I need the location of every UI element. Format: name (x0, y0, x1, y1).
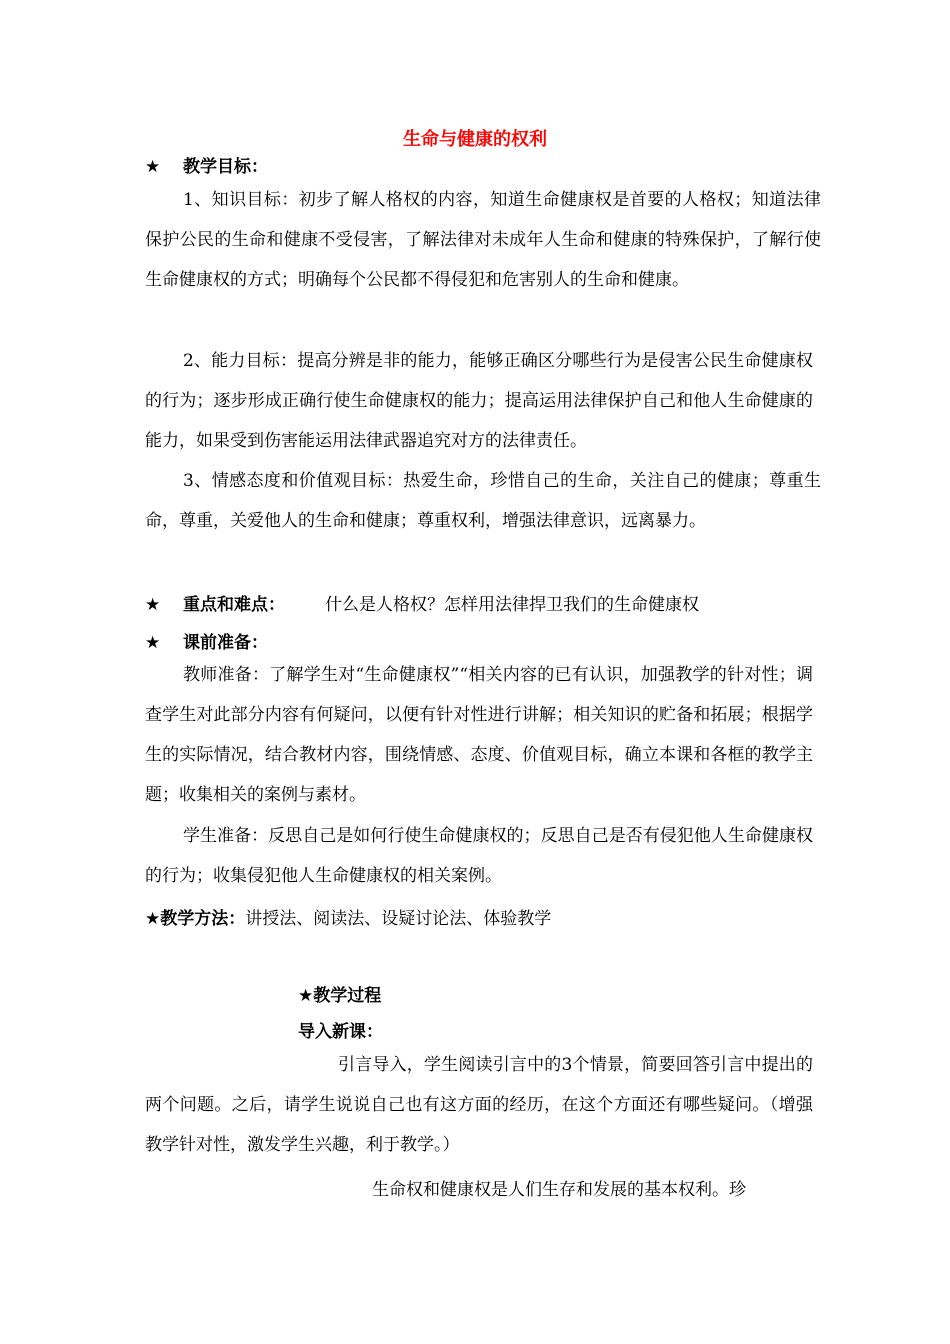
key-points-text: 什么是人格权？怎样用法律捍卫我们的生命健康权 (325, 595, 699, 615)
objectives-heading-label: 教学目标： (183, 157, 268, 177)
teacher-preparation-paragraph: 教师准备：了解学生对“生命健康权”“相关内容的已有认识，加强教学的针对性；调查学生对此部分内容有何疑问，以便有针对性进行讲解；相关知识的贮备和拓展；根据学生的实际情况，结合教材内容，围绕情感、态度、价值观目标，确立本课和各框的教学主题；收集相关的案例与素材。 (145, 665, 813, 805)
preparation-heading-label: 课前准备： (183, 633, 268, 653)
star-icon: ★ (145, 157, 161, 177)
student-preparation-paragraph: 学生准备：反思自己是如何行使生命健康权的；反思自己是否有侵犯他人生命健康权的行为；收集侵犯他人生命健康权的相关案例。 (145, 826, 813, 886)
attitude-objective-paragraph: 3、情感态度和价值观目标：热爱生命，珍惜自己的生命，关注自己的健康；尊重生命，尊重，关爱他人的生命和健康；尊重权利，增强法律意识，远离暴力。 (145, 471, 821, 531)
knowledge-objective-paragraph: 1、知识目标：初步了解人格权的内容，知道生命健康权是首要的人格权；知道法律保护公民的生命和健康不受侵害，了解法律对未成年人生命和健康的特殊保护，了解行使生命健康权的方式；明确每个公民都不得侵犯和危害别人的生命和健康。 (145, 190, 821, 290)
document-title: 生命与健康的权利 (403, 129, 547, 150)
methods-text: 讲授法、阅读法、设疑讨论法、体验教学 (245, 909, 552, 929)
process-heading: ★教学过程 (298, 986, 382, 1006)
key-points-label: 重点和难点： (183, 595, 285, 615)
key-points-line (145, 590, 699, 615)
star-icon: ★ (145, 595, 161, 615)
closing-line: 生命权和健康权是人们生存和发展的基本权利。珍 (372, 1180, 746, 1200)
star-icon: ★ (145, 633, 161, 653)
ability-objective-paragraph: 2、能力目标：提高分辨是非的能力，能够正确区分哪些行为是侵害公民生命健康权的行为；逐步形成正确行使生命健康权的能力；提高运用法律保护自己和他人生命健康的能力，如果受到伤害能运用法律武器追究对方的法律责任。 (145, 351, 813, 451)
preparation-heading (145, 628, 268, 653)
objectives-heading (145, 152, 268, 177)
intro-heading: 导入新课： (298, 1022, 383, 1042)
methods-label: ★教学方法： (145, 909, 246, 929)
intro-paragraph: 引言导入，学生阅读引言中的3个情景，简要回答引言中提出的两个问题。之后，请学生说说自己也有这方面的经历，在这个方面还有哪些疑问。（增强教学针对性，激发学生兴趣，利于教学。） (145, 1055, 813, 1155)
methods-line (145, 904, 551, 929)
